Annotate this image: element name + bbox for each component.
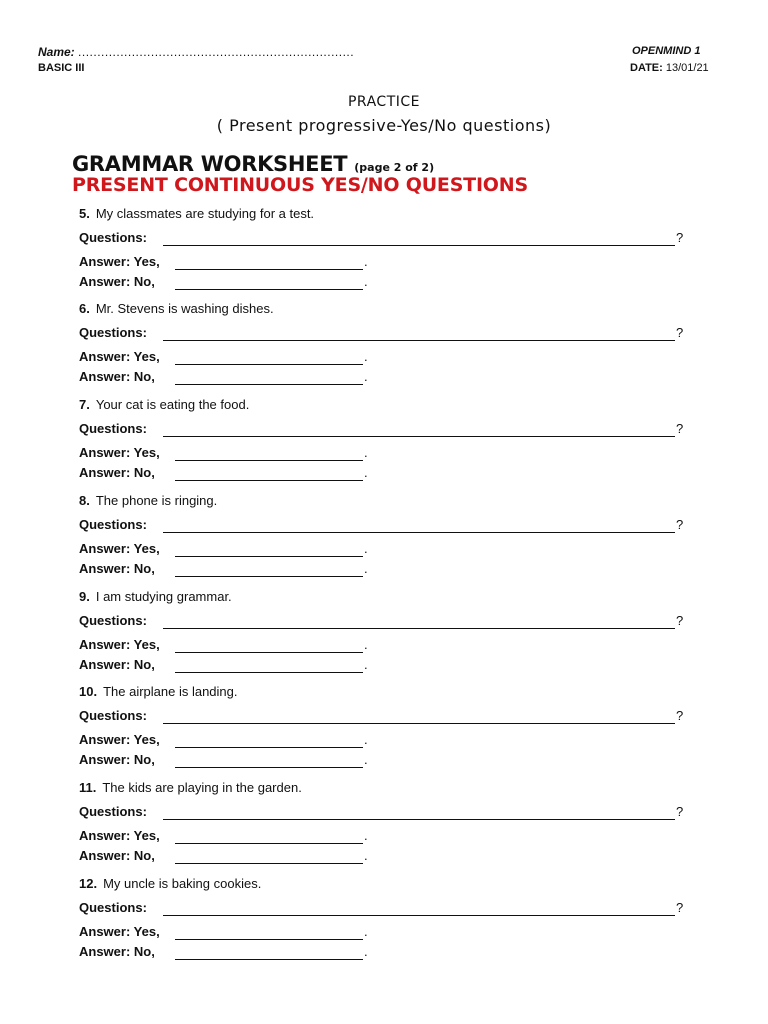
answer-no-line[interactable] [175, 959, 363, 960]
question-label: Questions: [79, 517, 147, 532]
exercise-sentence: The phone is ringing. [95, 493, 218, 508]
answer-yes-row [79, 637, 368, 652]
date-value: 13/01/21 [665, 62, 709, 74]
question-answer-line[interactable] [163, 532, 675, 533]
answer-no-line[interactable] [175, 672, 363, 673]
answer-yes-label: Answer: Yes, [79, 254, 160, 269]
answer-yes-line[interactable] [175, 556, 363, 557]
worksheet-subtitle: PRESENT CONTINUOUS YES/NO QUESTIONS [72, 174, 528, 196]
answer-yes-row [79, 732, 368, 747]
question-label: Questions: [79, 613, 147, 628]
exercise-number: 10. [79, 684, 98, 699]
answer-no-row [79, 848, 368, 863]
exercise-number: 8. [79, 493, 90, 508]
answer-yes-label: Answer: Yes, [79, 637, 160, 652]
exercise-sentence: I am studying grammar. [95, 589, 232, 604]
exercise-sentence: Mr. Stevens is washing dishes. [95, 301, 274, 316]
question-label: Questions: [79, 804, 147, 819]
answer-yes-line[interactable] [175, 460, 363, 461]
answer-yes-row [79, 828, 368, 843]
answer-period: . [364, 657, 368, 672]
exercise-prompt [79, 493, 217, 508]
answer-period: . [364, 561, 368, 576]
answer-no-line[interactable] [175, 384, 363, 385]
answer-no-label: Answer: No, [79, 274, 155, 289]
question-row [79, 517, 689, 532]
answer-no-line[interactable] [175, 480, 363, 481]
question-row [79, 421, 689, 436]
question-mark: ? [676, 421, 684, 436]
answer-yes-line[interactable] [175, 364, 363, 365]
exercise-prompt [79, 301, 274, 316]
answer-no-row [79, 465, 368, 480]
answer-period: . [364, 254, 368, 269]
answer-period: . [364, 349, 368, 364]
answer-yes-line[interactable] [175, 652, 363, 653]
answer-period: . [364, 369, 368, 384]
question-row [79, 900, 689, 915]
exercise-number: 12. [79, 876, 98, 891]
question-mark: ? [676, 708, 684, 723]
answer-period: . [364, 465, 368, 480]
question-answer-line[interactable] [163, 436, 675, 437]
question-answer-line[interactable] [163, 723, 675, 724]
question-label: Questions: [79, 421, 147, 436]
exercise-prompt [79, 589, 232, 604]
answer-period: . [364, 541, 368, 556]
exercise-sentence: Your cat is eating the food. [95, 397, 250, 412]
practice-subtitle: ( Present progressive-Yes/No questions) [216, 116, 552, 135]
question-mark: ? [676, 230, 684, 245]
answer-period: . [364, 848, 368, 863]
exercise-number: 11. [79, 780, 97, 795]
answer-period: . [364, 944, 368, 959]
answer-no-row [79, 944, 368, 959]
answer-no-label: Answer: No, [79, 944, 155, 959]
book-title: OPENMIND 1 [632, 45, 701, 57]
exercise-number: 5. [79, 206, 90, 221]
question-mark: ? [676, 900, 684, 915]
name-field[interactable] [38, 45, 354, 59]
answer-no-label: Answer: No, [79, 465, 155, 480]
exercise-number: 6. [79, 301, 90, 316]
answer-no-row [79, 274, 368, 289]
answer-period: . [364, 828, 368, 843]
answer-yes-label: Answer: Yes, [79, 445, 160, 460]
date-label: DATE: [630, 62, 663, 74]
level-label: BASIC III [38, 62, 85, 74]
answer-no-row [79, 369, 368, 384]
exercise-prompt [79, 397, 249, 412]
question-answer-line[interactable] [163, 245, 675, 246]
exercise-sentence: My uncle is baking cookies. [103, 876, 262, 891]
question-label: Questions: [79, 900, 147, 915]
answer-yes-row [79, 349, 368, 364]
date-field [630, 62, 709, 74]
question-mark: ? [676, 517, 684, 532]
question-mark: ? [676, 325, 684, 340]
answer-period: . [364, 732, 368, 747]
worksheet-title [72, 152, 434, 176]
answer-no-label: Answer: No, [79, 561, 155, 576]
question-row [79, 708, 689, 723]
exercise-sentence: My classmates are studying for a test. [95, 206, 315, 221]
exercise-sentence: The airplane is landing. [103, 684, 238, 699]
question-row [79, 613, 689, 628]
question-label: Questions: [79, 708, 147, 723]
answer-yes-row [79, 541, 368, 556]
name-label: Name: [38, 45, 75, 59]
answer-yes-label: Answer: Yes, [79, 541, 160, 556]
exercise-prompt [79, 780, 302, 795]
answer-yes-line[interactable] [175, 269, 363, 270]
answer-period: . [364, 637, 368, 652]
answer-yes-label: Answer: Yes, [79, 828, 160, 843]
answer-no-row [79, 752, 368, 767]
question-label: Questions: [79, 325, 147, 340]
answer-no-line[interactable] [175, 767, 363, 768]
answer-no-line[interactable] [175, 576, 363, 577]
question-answer-line[interactable] [163, 628, 675, 629]
exercise-prompt [79, 876, 261, 891]
answer-no-label: Answer: No, [79, 848, 155, 863]
question-mark: ? [676, 804, 684, 819]
question-label: Questions: [79, 230, 147, 245]
exercise-sentence: The kids are playing in the garden. [102, 780, 302, 795]
answer-yes-label: Answer: Yes, [79, 924, 160, 939]
answer-yes-row [79, 924, 368, 939]
exercise-number: 9. [79, 589, 90, 604]
exercise-prompt [79, 684, 238, 699]
answer-no-label: Answer: No, [79, 752, 155, 767]
answer-no-line[interactable] [175, 863, 363, 864]
exercise-number: 7. [79, 397, 90, 412]
exercise-prompt [79, 206, 314, 221]
answer-yes-row [79, 445, 368, 460]
question-answer-line[interactable] [163, 340, 675, 341]
answer-no-label: Answer: No, [79, 369, 155, 384]
answer-yes-row [79, 254, 368, 269]
question-mark: ? [676, 613, 684, 628]
worksheet-title-text: GRAMMAR WORKSHEET [72, 152, 348, 176]
answer-yes-line[interactable] [175, 747, 363, 748]
question-row [79, 325, 689, 340]
answer-yes-label: Answer: Yes, [79, 349, 160, 364]
name-blank[interactable]: ........................................................................ [78, 45, 355, 59]
answer-period: . [364, 752, 368, 767]
practice-title: PRACTICE [347, 94, 420, 110]
question-answer-line[interactable] [163, 915, 675, 916]
answer-no-line[interactable] [175, 289, 363, 290]
answer-no-row [79, 561, 368, 576]
answer-yes-line[interactable] [175, 939, 363, 940]
question-row [79, 804, 689, 819]
answer-yes-label: Answer: Yes, [79, 732, 160, 747]
question-row [79, 230, 689, 245]
answer-no-label: Answer: No, [79, 657, 155, 672]
answer-no-row [79, 657, 368, 672]
question-answer-line[interactable] [163, 819, 675, 820]
answer-period: . [364, 274, 368, 289]
worksheet-page-indicator: (page 2 of 2) [354, 161, 435, 174]
answer-period: . [364, 924, 368, 939]
answer-period: . [364, 445, 368, 460]
answer-yes-line[interactable] [175, 843, 363, 844]
